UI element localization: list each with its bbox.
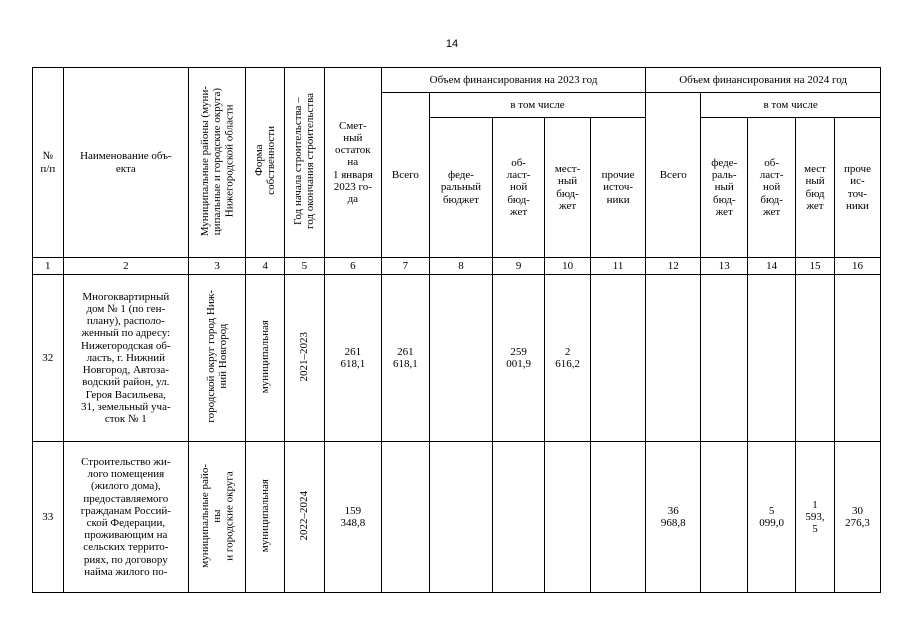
- row-local-2024: [796, 275, 835, 442]
- row-other-2023: [591, 442, 646, 593]
- row-other-2024: [834, 275, 880, 442]
- row-years: 2021–2023: [298, 331, 311, 382]
- header-ownership-cell: [246, 68, 285, 258]
- header-no: № п/п: [33, 68, 64, 258]
- header-estimate: Смет- ный остаток на 1 января 2023 го- да: [324, 68, 381, 258]
- header-years: Год начала строительства – год окончания строительства: [292, 92, 317, 229]
- page-number: 14: [445, 38, 459, 50]
- row-federal-2024: [701, 275, 748, 442]
- row-total-2024: [646, 275, 701, 442]
- row-ownership-cell: [246, 275, 285, 442]
- row-other-2023: [591, 275, 646, 442]
- row-district: муниципальные райо- ны и городские округа: [198, 463, 236, 568]
- column-number: 5: [284, 258, 324, 275]
- row-local-2024: 1 593, 5: [796, 442, 835, 593]
- row-no: 32: [33, 275, 64, 442]
- header-name: Наименование объ- екта: [63, 68, 188, 258]
- row-estimate: 159 348,8: [324, 442, 381, 593]
- column-number: 2: [63, 258, 188, 275]
- row-district-cell: [189, 442, 246, 593]
- column-number: 4: [246, 258, 285, 275]
- header-funding-2023: Объем финансирования на 2023 год: [381, 68, 645, 93]
- column-number: 16: [834, 258, 880, 275]
- column-number: 8: [429, 258, 492, 275]
- row-local-2023: 2 616,2: [545, 275, 591, 442]
- row-regional-2023: 259 001,9: [493, 275, 545, 442]
- header-federal-2023: феде- ральный бюджет: [429, 118, 492, 258]
- row-regional-2024: [748, 275, 796, 442]
- table-row: [33, 275, 881, 442]
- header-row-1: [33, 68, 881, 93]
- column-number: 9: [493, 258, 545, 275]
- column-number: 12: [646, 258, 701, 275]
- row-ownership: муниципальная: [258, 478, 271, 552]
- header-regional-2023: об- ласт- ной бюд- жет: [493, 118, 545, 258]
- row-regional-2024: 5 099,0: [748, 442, 796, 593]
- row-district-cell: [189, 275, 246, 442]
- row-years-cell: [284, 442, 324, 593]
- column-number: 10: [545, 258, 591, 275]
- column-number-row: [33, 258, 881, 275]
- column-number: 6: [324, 258, 381, 275]
- row-estimate: 261 618,1: [324, 275, 381, 442]
- header-local-2023: мест- ный бюд- жет: [545, 118, 591, 258]
- header-years-cell: [284, 68, 324, 258]
- header-local-2024: мест ный бюд жет: [796, 118, 835, 258]
- column-number: 11: [591, 258, 646, 275]
- row-total-2023: 261 618,1: [381, 275, 429, 442]
- header-funding-2024: Объем финансирования на 2024 год: [646, 68, 881, 93]
- column-number: 15: [796, 258, 835, 275]
- header-district: Муниципальные районы (муни- ципальные и городские округа) Нижегородской области: [198, 85, 236, 236]
- row-name: Многоквартирный дом № 1 (по ген- плану), располо- женный по адресу: Нижегородская об- ласть, г. Нижний Новгород, Автоза- водский район, ул. Героя Васильева, 31, земельный уча- сток № 1: [63, 275, 188, 442]
- header-regional-2024: об- ласт- ной бюд- жет: [748, 118, 796, 258]
- row-other-2024: 30 276,3: [834, 442, 880, 593]
- table-row: [33, 442, 881, 593]
- column-number: 1: [33, 258, 64, 275]
- row-local-2023: [545, 442, 591, 593]
- row-no: 33: [33, 442, 64, 593]
- row-name: Строительство жи- лого помещения (жилого дома), предоставляемого гражданам Россий- ской Федерации, проживающим на сельских террито- риях, по договору найма жилого по-: [63, 442, 188, 593]
- financing-table: [32, 67, 881, 593]
- row-years-cell: [284, 275, 324, 442]
- row-federal-2023: [429, 442, 492, 593]
- column-number: 3: [189, 258, 246, 275]
- header-total-2023: Всего: [381, 93, 429, 258]
- row-regional-2023: [493, 442, 545, 593]
- row-total-2023: [381, 442, 429, 593]
- row-total-2024: 36 968,8: [646, 442, 701, 593]
- header-other-2024: проче ис- точ- ники: [834, 118, 880, 258]
- header-including-2024: в том числе: [701, 93, 881, 118]
- column-number: 7: [381, 258, 429, 275]
- row-ownership: муниципальная: [258, 319, 271, 393]
- header-federal-2024: феде- раль- ный бюд- жет: [701, 118, 748, 258]
- row-federal-2023: [429, 275, 492, 442]
- header-ownership: Форма собственности: [252, 126, 278, 196]
- column-number: 14: [748, 258, 796, 275]
- header-district-cell: [189, 68, 246, 258]
- row-years: 2022–2024: [298, 490, 311, 541]
- header-including-2023: в том числе: [429, 93, 645, 118]
- header-other-2023: прочие источ- ники: [591, 118, 646, 258]
- row-district: городской округ город Ниж- ний Новгород: [204, 290, 230, 423]
- row-federal-2024: [701, 442, 748, 593]
- row-ownership-cell: [246, 442, 285, 593]
- header-total-2024: Всего: [646, 93, 701, 258]
- column-number: 13: [701, 258, 748, 275]
